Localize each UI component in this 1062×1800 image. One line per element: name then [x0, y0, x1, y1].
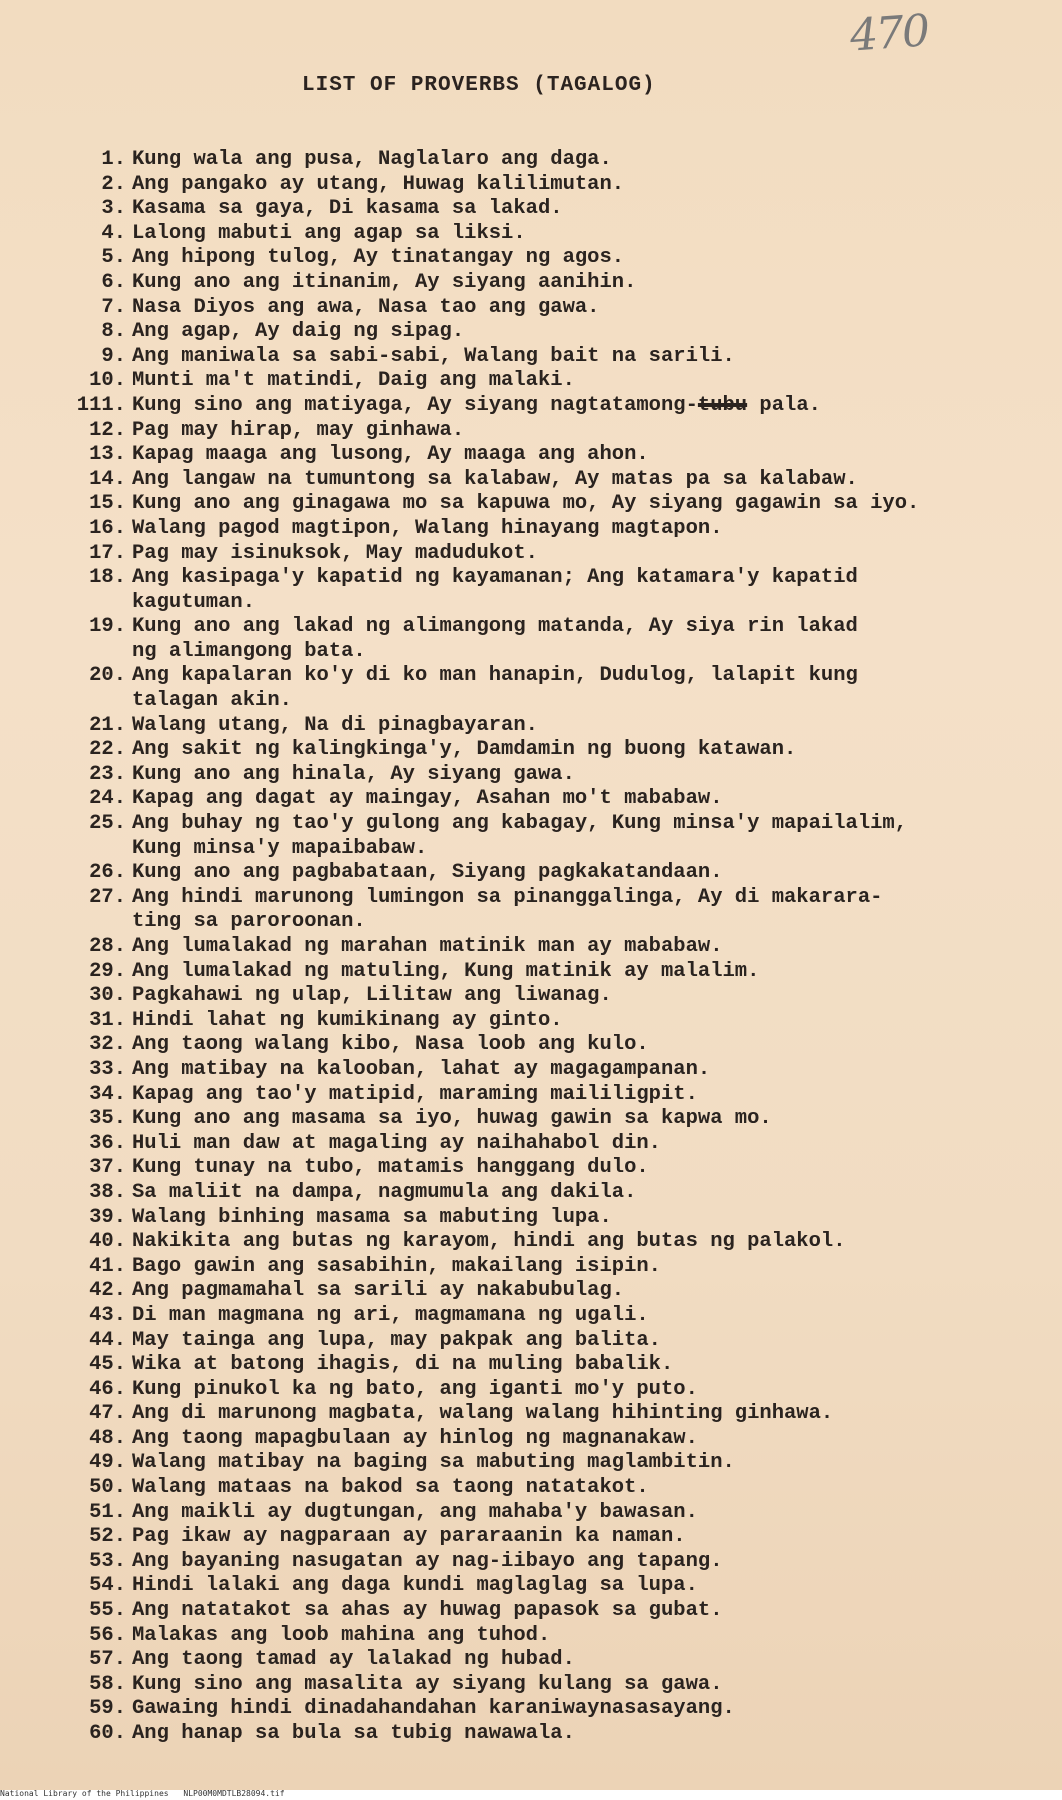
- proverb-text: Ang kasipaga'y kapatid ng kayamanan; Ang katamara'y kapatid: [132, 566, 858, 590]
- proverb-number: 22.: [89, 738, 126, 762]
- proverb-item: [50, 542, 1058, 567]
- proverb-text: Kung tunay na tubo, matamis hanggang dulo.: [132, 1156, 649, 1180]
- proverb-item: [50, 492, 1058, 517]
- proverb-number: 111.: [76, 393, 126, 417]
- proverb-text: Hindi lalaki ang daga kundi maglaglag sa lupa.: [132, 1574, 698, 1598]
- proverb-item: [50, 345, 1058, 370]
- proverb-number: 10.: [89, 369, 126, 393]
- proverb-item: [50, 443, 1058, 468]
- proverb-text: Pag may isinuksok, May madudukot.: [132, 541, 538, 565]
- proverb-text: May tainga ang lupa, may pakpak ang balita.: [132, 1328, 661, 1352]
- proverb-item: [50, 1353, 1058, 1378]
- proverb-number: 16.: [89, 516, 126, 540]
- proverb-number: 41.: [89, 1254, 126, 1278]
- scan-footer: [0, 1789, 295, 1798]
- proverb-item: [50, 1329, 1058, 1354]
- proverb-number: 58.: [89, 1672, 126, 1696]
- proverb-number: 39.: [89, 1205, 126, 1229]
- proverb-item: [50, 246, 1058, 271]
- proverb-item: [50, 222, 1058, 247]
- proverb-item: [50, 296, 1058, 321]
- proverb-item: [50, 886, 1058, 935]
- proverb-number: 35.: [89, 1107, 126, 1131]
- proverb-text: Ang taong walang kibo, Nasa loob ang kulo.: [132, 1033, 649, 1057]
- proverb-text: Ang agap, Ay daig ng sipag.: [132, 320, 465, 344]
- proverb-text: Bago gawin ang sasabihin, makailang isipin.: [132, 1254, 661, 1278]
- proverb-item: [50, 1033, 1058, 1058]
- proverb-item: [50, 1501, 1058, 1526]
- proverb-item: [50, 1009, 1058, 1034]
- handwritten-page-number: 470: [848, 5, 930, 62]
- proverb-number: 31.: [89, 1008, 126, 1032]
- file-label: NLP00M0MDTLB28094.tif: [183, 1789, 285, 1798]
- proverb-item: [50, 419, 1058, 444]
- proverb-text: Lalong mabuti ang agap sa liksi.: [132, 221, 526, 245]
- proverb-text: Ang buhay ng tao'y gulong ang kabagay, Kung minsa'y mapailalim,: [132, 812, 908, 836]
- proverb-number: 6.: [101, 270, 126, 294]
- proverb-number: 53.: [89, 1549, 126, 1573]
- proverb-item: [50, 566, 1058, 615]
- proverb-text: Ang hanap sa bula sa tubig nawawala.: [132, 1722, 575, 1745]
- proverb-item: [50, 1673, 1058, 1698]
- proverb-item: [50, 1206, 1058, 1231]
- proverb-text: Ang natatakot sa ahas ay huwag papasok sa gubat.: [132, 1599, 723, 1623]
- proverb-item: [50, 1574, 1058, 1599]
- proverb-item: [50, 1378, 1058, 1403]
- proverb-number: 57.: [89, 1648, 126, 1672]
- proverb-item: [50, 787, 1058, 812]
- proverb-number: 55.: [89, 1599, 126, 1623]
- proverb-item: [50, 173, 1058, 198]
- proverb-text: Ang hindi marunong lumingon sa pinanggalinga, Ay di makarara-: [132, 885, 883, 909]
- proverb-text: Gawaing hindi dinadahandahan karaniwaynasasayang.: [132, 1697, 735, 1721]
- proverb-item: [50, 615, 1058, 664]
- proverb-text-end: pala.: [747, 393, 821, 417]
- proverb-continuation: ting sa paroroonan.: [132, 910, 366, 934]
- proverb-item: [50, 1402, 1058, 1427]
- proverb-item: [50, 960, 1058, 985]
- proverb-text: Ang langaw na tumuntong sa kalabaw, Ay matas pa sa kalabaw.: [132, 467, 858, 491]
- proverb-text: Kung ano ang masama sa iyo, huwag gawin sa kapwa mo.: [132, 1107, 772, 1131]
- proverb-number: 48.: [89, 1426, 126, 1450]
- proverb-number: 46.: [89, 1377, 126, 1401]
- proverb-text: Ang maikli ay dugtungan, ang mahaba'y bawasan.: [132, 1500, 698, 1524]
- proverb-text: Kung ano ang hinala, Ay siyang gawa.: [132, 762, 575, 786]
- proverb-text: Wika at batong ihagis, di na muling babalik.: [132, 1353, 674, 1377]
- proverb-number: 50.: [89, 1476, 126, 1500]
- proverb-number: 12.: [89, 418, 126, 442]
- proverb-number: 52.: [89, 1525, 126, 1549]
- proverb-number: 25.: [89, 812, 126, 836]
- proverb-number: 49.: [89, 1451, 126, 1475]
- page-title: LIST OF PROVERBS (TAGALOG): [302, 74, 656, 97]
- proverb-text: Kung ano ang itinanim, Ay siyang aanihin.: [132, 270, 637, 294]
- struck-out-text: tubu: [697, 393, 748, 417]
- proverb-number: 34.: [89, 1082, 126, 1106]
- proverb-item: [50, 1599, 1058, 1624]
- proverb-number: 20.: [89, 664, 126, 688]
- proverb-text: Kapag ang dagat ay maingay, Asahan mo't mababaw.: [132, 787, 723, 811]
- proverb-text: Kung ano ang ginagawa mo sa kapuwa mo, Ay siyang gagawin sa iyo.: [132, 492, 920, 516]
- proverb-item: [50, 1648, 1058, 1673]
- proverb-text: Kung ano ang lakad ng alimangong matanda, Ay siya rin lakad: [132, 615, 858, 639]
- proverb-number: 51.: [89, 1500, 126, 1524]
- proverb-item: [50, 468, 1058, 493]
- proverb-text: Ang pangako ay utang, Huwag kalilimutan.: [132, 172, 625, 196]
- proverb-item: [50, 369, 1058, 394]
- proverb-number: 19.: [89, 615, 126, 639]
- proverb-number: 28.: [89, 935, 126, 958]
- proverb-text: Ang hipong tulog, Ay tinatangay ng agos.: [132, 246, 625, 270]
- proverb-number: 4.: [101, 221, 126, 245]
- proverb-item: [50, 714, 1058, 739]
- proverb-text: Walang utang, Na di pinagbayaran.: [132, 713, 538, 737]
- proverb-item: [50, 1107, 1058, 1132]
- proverb-item: [50, 935, 1058, 960]
- proverb-item: [50, 1083, 1058, 1108]
- proverb-item: [50, 197, 1058, 222]
- proverb-item: [50, 271, 1058, 296]
- proverb-text: Ang kapalaran ko'y di ko man hanapin, Dudulog, lalapit kung: [132, 664, 858, 688]
- proverb-text: Kung pinukol ka ng bato, ang iganti mo'y puto.: [132, 1377, 698, 1401]
- proverb-number: 59.: [89, 1697, 126, 1721]
- proverb-text: Ang taong mapagbulaan ay hinlog ng magnanakaw.: [132, 1426, 698, 1450]
- proverb-item: [50, 1255, 1058, 1280]
- proverb-item: [50, 984, 1058, 1009]
- proverb-item: [50, 1451, 1058, 1476]
- proverb-number: 2.: [101, 172, 126, 196]
- proverb-text: Ang sakit ng kalingkinga'y, Damdamin ng buong katawan.: [132, 738, 797, 762]
- proverb-continuation: kagutuman.: [132, 590, 256, 614]
- proverb-text: Ang maniwala sa sabi-sabi, Walang bait na sarili.: [132, 344, 735, 368]
- proverb-continuation: talagan akin.: [132, 689, 292, 713]
- proverb-continuation: Kung minsa'y mapaibabaw.: [132, 836, 428, 860]
- proverb-item: [50, 1697, 1058, 1722]
- proverb-text: Kapag maaga ang lusong, Ay maaga ang ahon.: [132, 443, 649, 467]
- proverb-text: Kung sino ang matiyaga, Ay siyang nagtatamong-: [132, 393, 698, 417]
- proverb-text: Nasa Diyos ang awa, Nasa tao ang gawa.: [132, 295, 600, 319]
- proverb-item: [50, 1132, 1058, 1157]
- proverb-continuation: ng alimangong bata.: [132, 639, 366, 663]
- proverb-text: Hindi lahat ng kumikinang ay ginto.: [132, 1008, 563, 1032]
- proverb-number: 40.: [89, 1230, 126, 1254]
- proverb-text: Walang mataas na bakod sa taong natatakot.: [132, 1476, 649, 1500]
- proverb-item: [50, 1550, 1058, 1575]
- proverb-item: [50, 1279, 1058, 1304]
- proverb-text: Ang lumalakad ng marahan matinik man ay mababaw.: [132, 935, 723, 958]
- proverb-item: [50, 1525, 1058, 1550]
- proverb-item: [50, 1722, 1058, 1747]
- proverb-text: Ang bayaning nasugatan ay nag-iibayo ang tapang.: [132, 1549, 723, 1573]
- proverb-number: 45.: [89, 1353, 126, 1377]
- proverb-text: Kasama sa gaya, Di kasama sa lakad.: [132, 197, 563, 221]
- proverb-item: [50, 1427, 1058, 1452]
- proverb-number: 1.: [101, 148, 126, 171]
- proverb-number: 30.: [89, 984, 126, 1008]
- proverb-item: [50, 320, 1058, 345]
- proverb-list: [50, 148, 1058, 1747]
- proverb-item: [50, 1476, 1058, 1501]
- library-label: National Library of the Philippines: [0, 1789, 169, 1798]
- proverb-text: Sa maliit na dampa, nagmumula ang dakila.: [132, 1180, 637, 1204]
- proverb-number: 23.: [89, 762, 126, 786]
- proverb-number: 15.: [89, 492, 126, 516]
- proverb-number: 21.: [89, 713, 126, 737]
- proverb-text: Malakas ang loob mahina ang tuhod.: [132, 1623, 551, 1647]
- proverb-item: [50, 148, 1058, 173]
- proverb-number: 9.: [101, 344, 126, 368]
- proverb-item: [50, 1230, 1058, 1255]
- proverb-number: 27.: [89, 885, 126, 909]
- proverb-number: 24.: [89, 787, 126, 811]
- proverb-number: 18.: [89, 566, 126, 590]
- proverb-text: Walang matibay na baging sa mabuting maglambitin.: [132, 1451, 735, 1475]
- proverb-number: 54.: [89, 1574, 126, 1598]
- proverb-item: [50, 763, 1058, 788]
- proverb-item: [50, 738, 1058, 763]
- proverb-text: Ang pagmamahal sa sarili ay nakabubulag.: [132, 1279, 625, 1303]
- proverb-text: Ang taong tamad ay lalakad ng hubad.: [132, 1648, 575, 1672]
- proverb-text: Kapag ang tao'y matipid, maraming maililigpit.: [132, 1082, 698, 1106]
- proverb-number: 29.: [89, 959, 126, 983]
- proverb-item: [50, 517, 1058, 542]
- proverb-text: Ang di marunong magbata, walang walang hihinting ginhawa.: [132, 1402, 834, 1426]
- proverb-text: Pag may hirap, may ginhawa.: [132, 418, 465, 442]
- proverb-item: [50, 394, 1058, 419]
- proverb-number: 8.: [101, 320, 126, 344]
- proverb-number: 43.: [89, 1303, 126, 1327]
- proverb-text: Kung ano ang pagbabataan, Siyang pagkakatandaan.: [132, 861, 723, 885]
- proverb-text: Huli man daw at magaling ay naihahabol din.: [132, 1131, 661, 1155]
- proverb-number: 7.: [101, 295, 126, 319]
- proverb-item: [50, 812, 1058, 861]
- proverb-text: Walang binhing masama sa mabuting lupa.: [132, 1205, 612, 1229]
- proverb-number: 5.: [101, 246, 126, 270]
- proverb-number: 33.: [89, 1057, 126, 1081]
- proverb-item: [50, 1624, 1058, 1649]
- proverb-number: 38.: [89, 1180, 126, 1204]
- proverb-number: 3.: [101, 197, 126, 221]
- proverb-text: Munti ma't matindi, Daig ang malaki.: [132, 369, 575, 393]
- proverb-number: 13.: [89, 443, 126, 467]
- proverb-number: 42.: [89, 1279, 126, 1303]
- proverb-text: Ang lumalakad ng matuling, Kung matinik ay malalim.: [132, 959, 760, 983]
- proverb-text: Ang matibay na kalooban, lahat ay magagampanan.: [132, 1057, 711, 1081]
- proverb-number: 36.: [89, 1131, 126, 1155]
- proverb-number: 44.: [89, 1328, 126, 1352]
- proverb-item: [50, 664, 1058, 713]
- proverb-item: [50, 1156, 1058, 1181]
- proverb-text: Nakikita ang butas ng karayom, hindi ang butas ng palakol.: [132, 1230, 846, 1254]
- proverb-item: [50, 861, 1058, 886]
- proverb-number: 60.: [89, 1722, 126, 1745]
- proverb-text: Kung wala ang pusa, Naglalaro ang daga.: [132, 148, 612, 171]
- proverb-text: Pagkahawi ng ulap, Lilitaw ang liwanag.: [132, 984, 612, 1008]
- proverb-number: 17.: [89, 541, 126, 565]
- proverb-number: 47.: [89, 1402, 126, 1426]
- proverb-text: Pag ikaw ay nagparaan ay pararaanin ka naman.: [132, 1525, 686, 1549]
- proverb-number: 26.: [89, 861, 126, 885]
- proverb-item: [50, 1058, 1058, 1083]
- proverb-number: 32.: [89, 1033, 126, 1057]
- proverb-text: Walang pagod magtipon, Walang hinayang magtapon.: [132, 516, 723, 540]
- proverb-text: Kung sino ang masalita ay siyang kulang sa gawa.: [132, 1672, 723, 1696]
- proverb-number: 37.: [89, 1156, 126, 1180]
- proverb-item: [50, 1181, 1058, 1206]
- proverb-number: 14.: [89, 467, 126, 491]
- proverb-number: 56.: [89, 1623, 126, 1647]
- proverb-item: [50, 1304, 1058, 1329]
- proverb-text: Di man magmana ng ari, magmamana ng ugali.: [132, 1303, 649, 1327]
